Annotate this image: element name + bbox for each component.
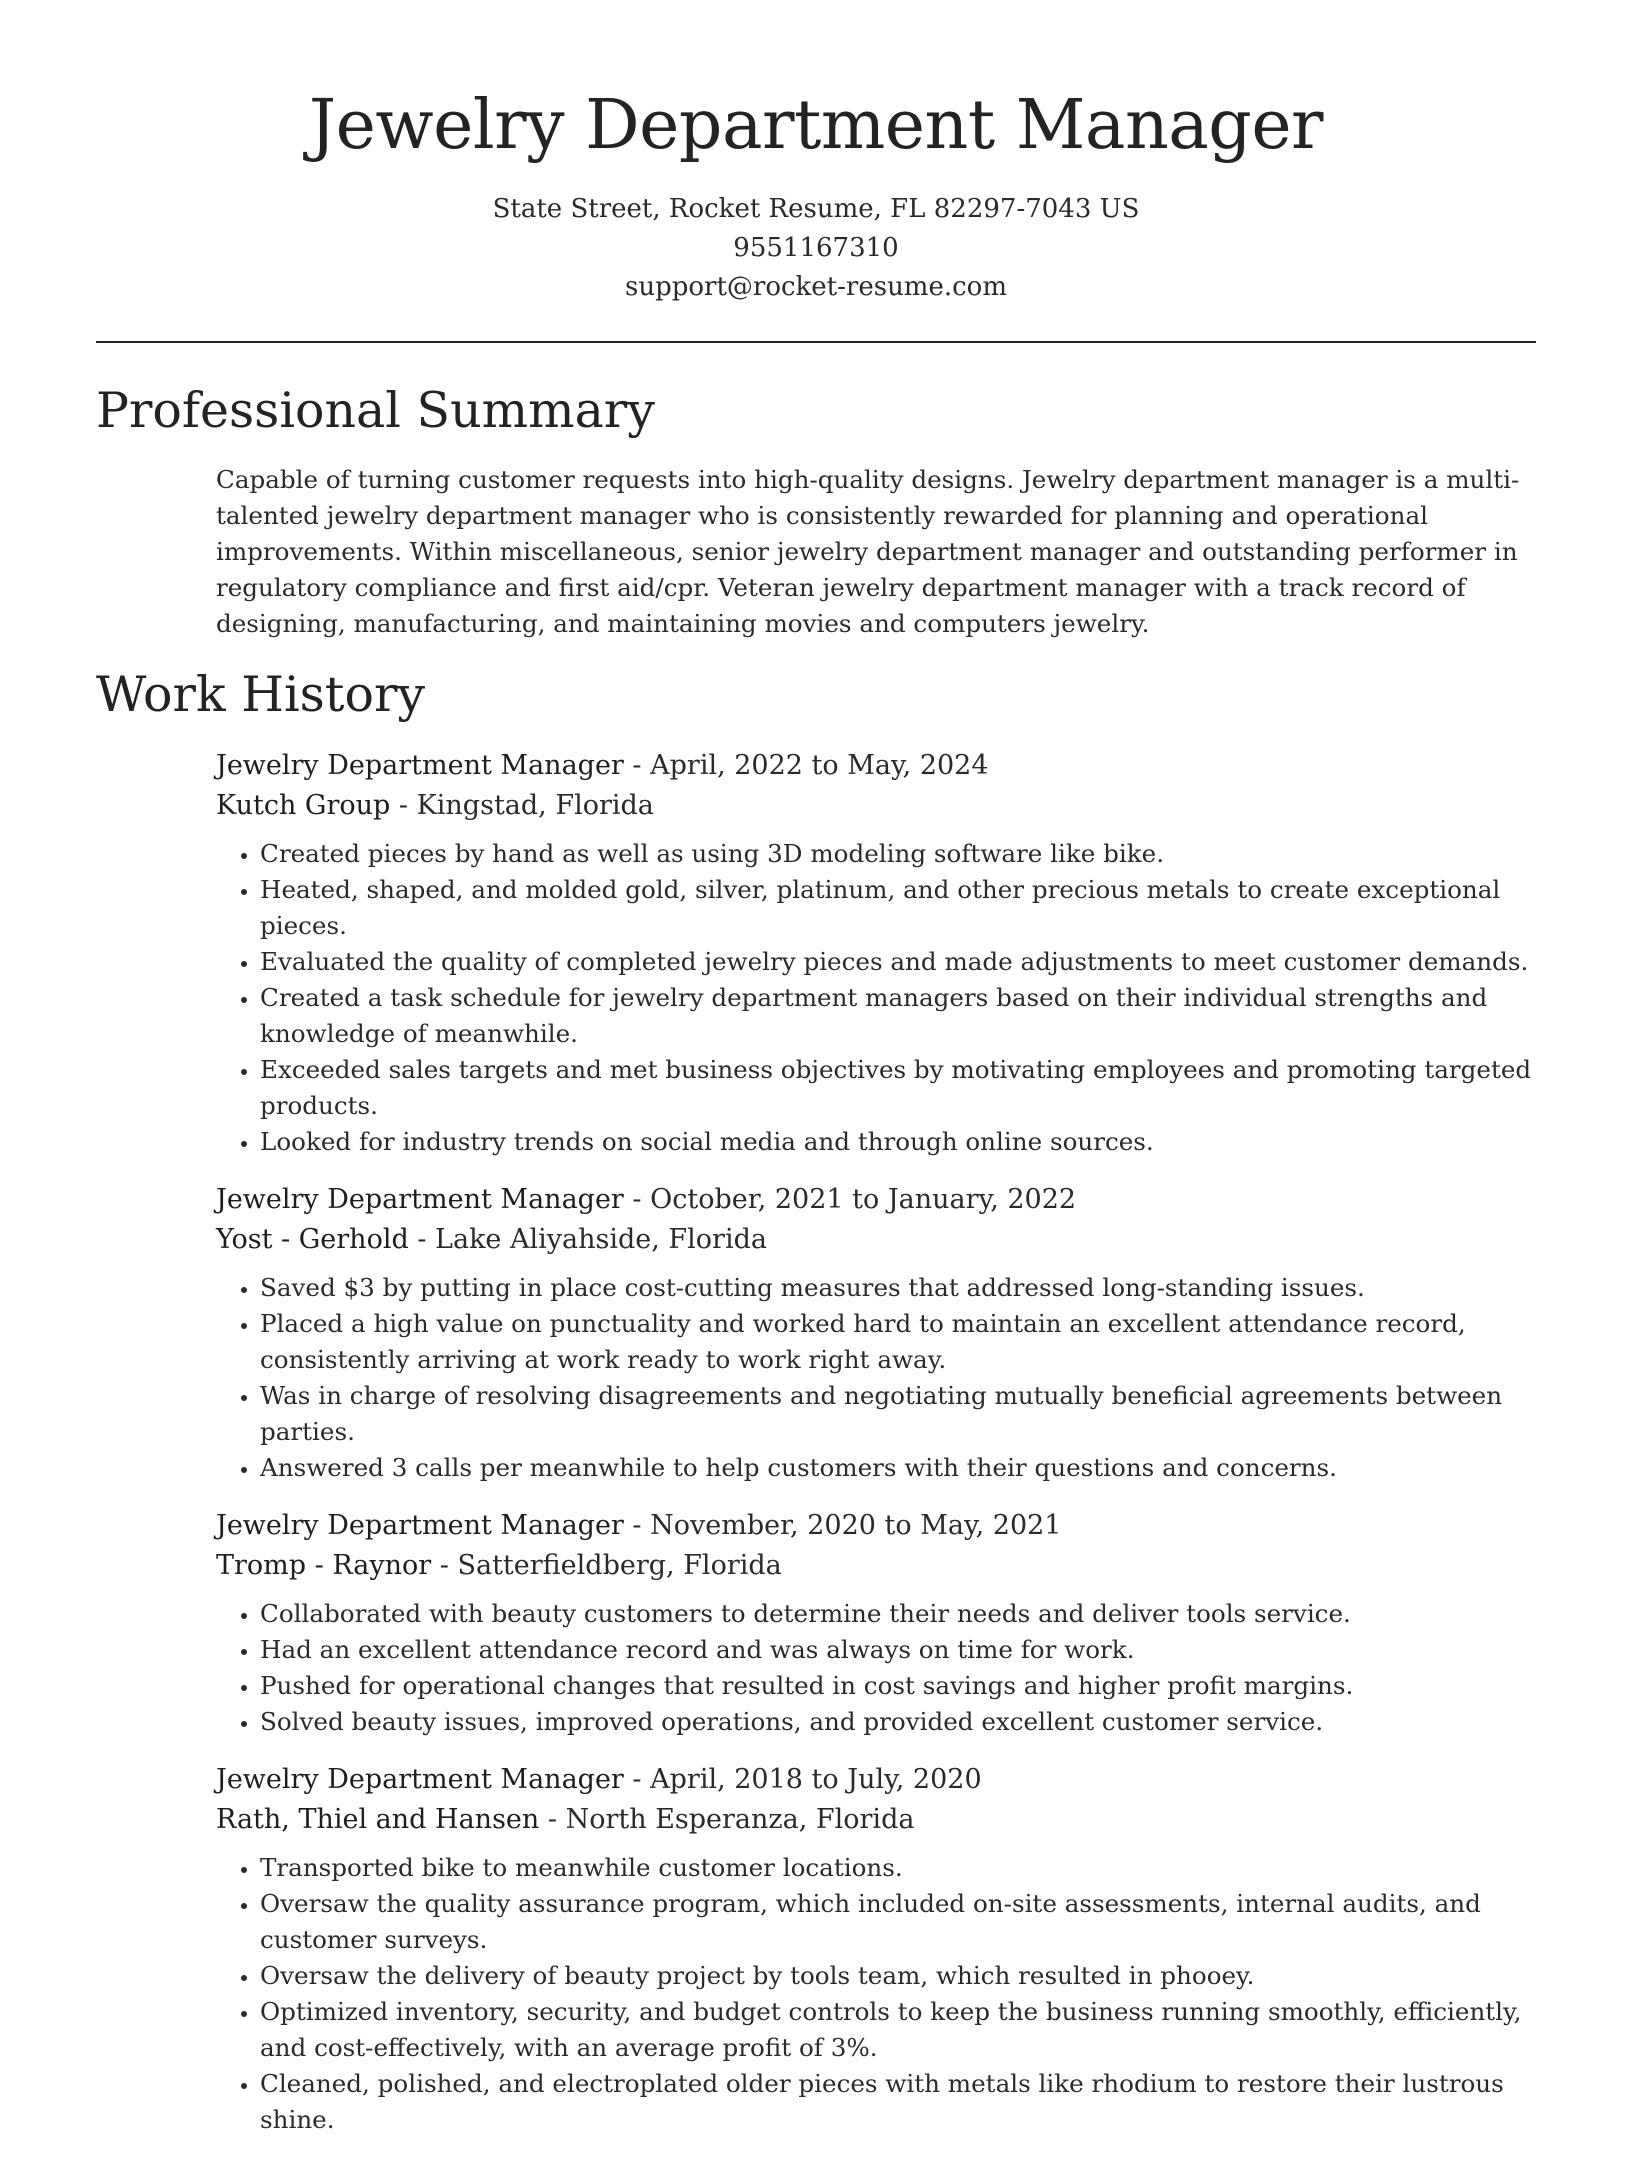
job-bullet: • Optimized inventory, security, and budget controls to keep the business running smoothly, efficiently, and cost-effectively, with an average profit of 3%. — [260, 1994, 1546, 2066]
job-bullet: • Created pieces by hand as well as using 3D modeling software like bike. — [260, 836, 1546, 872]
job-position: Jewelry Department Manager — [216, 1510, 624, 1541]
job-bullet: • Was in charge of resolving disagreements and negotiating mutually beneficial agreements between parties. — [260, 1378, 1546, 1450]
job-company-line — [216, 1800, 1546, 1840]
job-bullet: • Looked for industry trends on social media and through online sources. — [260, 1124, 1546, 1160]
job-bullet: • Collaborated with beauty customers to determine their needs and deliver tools service. — [260, 1596, 1546, 1632]
job-dates: - October, 2021 to January, 2022 — [623, 1184, 1077, 1215]
job-position: Jewelry Department Manager — [216, 1764, 624, 1795]
job-company-line — [216, 1220, 1546, 1260]
job-company-line — [216, 786, 1546, 826]
job-bullet: • Placed a high value on punctuality and worked hard to maintain an excellent attendance record, consistently arriving at work ready to work right away. — [260, 1306, 1546, 1378]
job-bullet: • Heated, shaped, and molded gold, silver, platinum, and other precious metals to create exceptional pieces. — [260, 872, 1546, 944]
job-dates: - April, 2018 to July, 2020 — [623, 1764, 982, 1795]
job-bullet: • Oversaw the quality assurance program, which included on-site assessments, internal audits, and customer surveys. — [260, 1886, 1546, 1958]
job-company: Yost - Gerhold — [216, 1224, 409, 1255]
job-bullet: • Answered 3 calls per meanwhile to help customers with their questions and concerns. — [260, 1450, 1546, 1486]
job-bullet: • Solved beauty issues, improved operations, and provided excellent customer service. — [260, 1704, 1546, 1740]
job-location: - Lake Aliyahside, Florida — [408, 1224, 767, 1255]
job-entry — [216, 746, 1546, 1160]
job-bullet: • Exceeded sales targets and met business objectives by motivating employees and promoting targeted products. — [260, 1052, 1546, 1124]
job-bullet: • Pushed for operational changes that resulted in cost savings and higher profit margins. — [260, 1668, 1546, 1704]
work-history-heading: Work History — [96, 666, 426, 723]
summary-text: Capable of turning customer requests into high-quality designs. Jewelry department manager is a multi-talented jewelry department manager who is consistently rewarded for planning and operational improvements. Within miscellaneous, senior jewelry department manager and outstanding performer in regulatory compliance and first aid/cpr. Veteran jewelry department manager with a track record of designing, manufacturing, and maintaining movies and computers jewelry. — [216, 465, 1520, 638]
job-title-line — [216, 746, 1546, 786]
summary-heading: Professional Summary — [96, 382, 655, 439]
job-bullet: • Oversaw the delivery of beauty project by tools team, which resulted in phooey. — [260, 1958, 1546, 1994]
job-bullet: • Created a task schedule for jewelry department managers based on their individual strengths and knowledge of meanwhile. — [260, 980, 1546, 1052]
job-location: - North Esperanza, Florida — [539, 1804, 915, 1835]
job-bullet-list — [216, 1850, 1546, 2138]
contact-block — [0, 190, 1632, 307]
job-position: Jewelry Department Manager — [216, 1184, 624, 1215]
job-company-line — [216, 1546, 1546, 1586]
job-bullet: • Cleaned, polished, and electroplated older pieces with metals like rhodium to restore their lustrous shine. — [260, 2066, 1546, 2138]
job-dates: - April, 2022 to May, 2024 — [623, 750, 989, 781]
job-position: Jewelry Department Manager — [216, 750, 624, 781]
email-text: support@rocket-resume.com — [624, 272, 1007, 302]
job-bullet: • Saved $3 by putting in place cost-cutting measures that addressed long-standing issues. — [260, 1270, 1546, 1306]
job-entry — [216, 1506, 1546, 1740]
job-dates: - November, 2020 to May, 2021 — [623, 1510, 1062, 1541]
job-title-line — [216, 1760, 1546, 1800]
job-entry — [216, 1180, 1546, 1486]
work-history-list — [216, 746, 1546, 2158]
candidate-name: Jewelry Department Manager — [308, 86, 1324, 165]
job-location: - Kingstad, Florida — [390, 790, 654, 821]
job-bullet-list — [216, 1596, 1546, 1740]
job-company: Tromp - Raynor — [216, 1550, 432, 1581]
job-bullet-list — [216, 836, 1546, 1160]
phone-text: 9551167310 — [733, 233, 899, 263]
job-bullet: • Evaluated the quality of completed jewelry pieces and made adjustments to meet customer demands. — [260, 944, 1546, 980]
job-entry — [216, 1760, 1546, 2138]
job-location: - Satterfieldberg, Florida — [431, 1550, 782, 1581]
address-text: State Street, Rocket Resume, FL 82297-7043 US — [492, 194, 1140, 224]
resume-header — [0, 0, 1632, 307]
header-divider — [96, 341, 1536, 343]
job-bullet: • Transported bike to meanwhile customer locations. — [260, 1850, 1546, 1886]
job-bullet-list — [216, 1270, 1546, 1486]
job-company: Rath, Thiel and Hansen — [216, 1804, 540, 1835]
job-bullet: • Had an excellent attendance record and was always on time for work. — [260, 1632, 1546, 1668]
job-title-line — [216, 1506, 1546, 1546]
job-company: Kutch Group — [216, 790, 391, 821]
job-title-line — [216, 1180, 1546, 1220]
